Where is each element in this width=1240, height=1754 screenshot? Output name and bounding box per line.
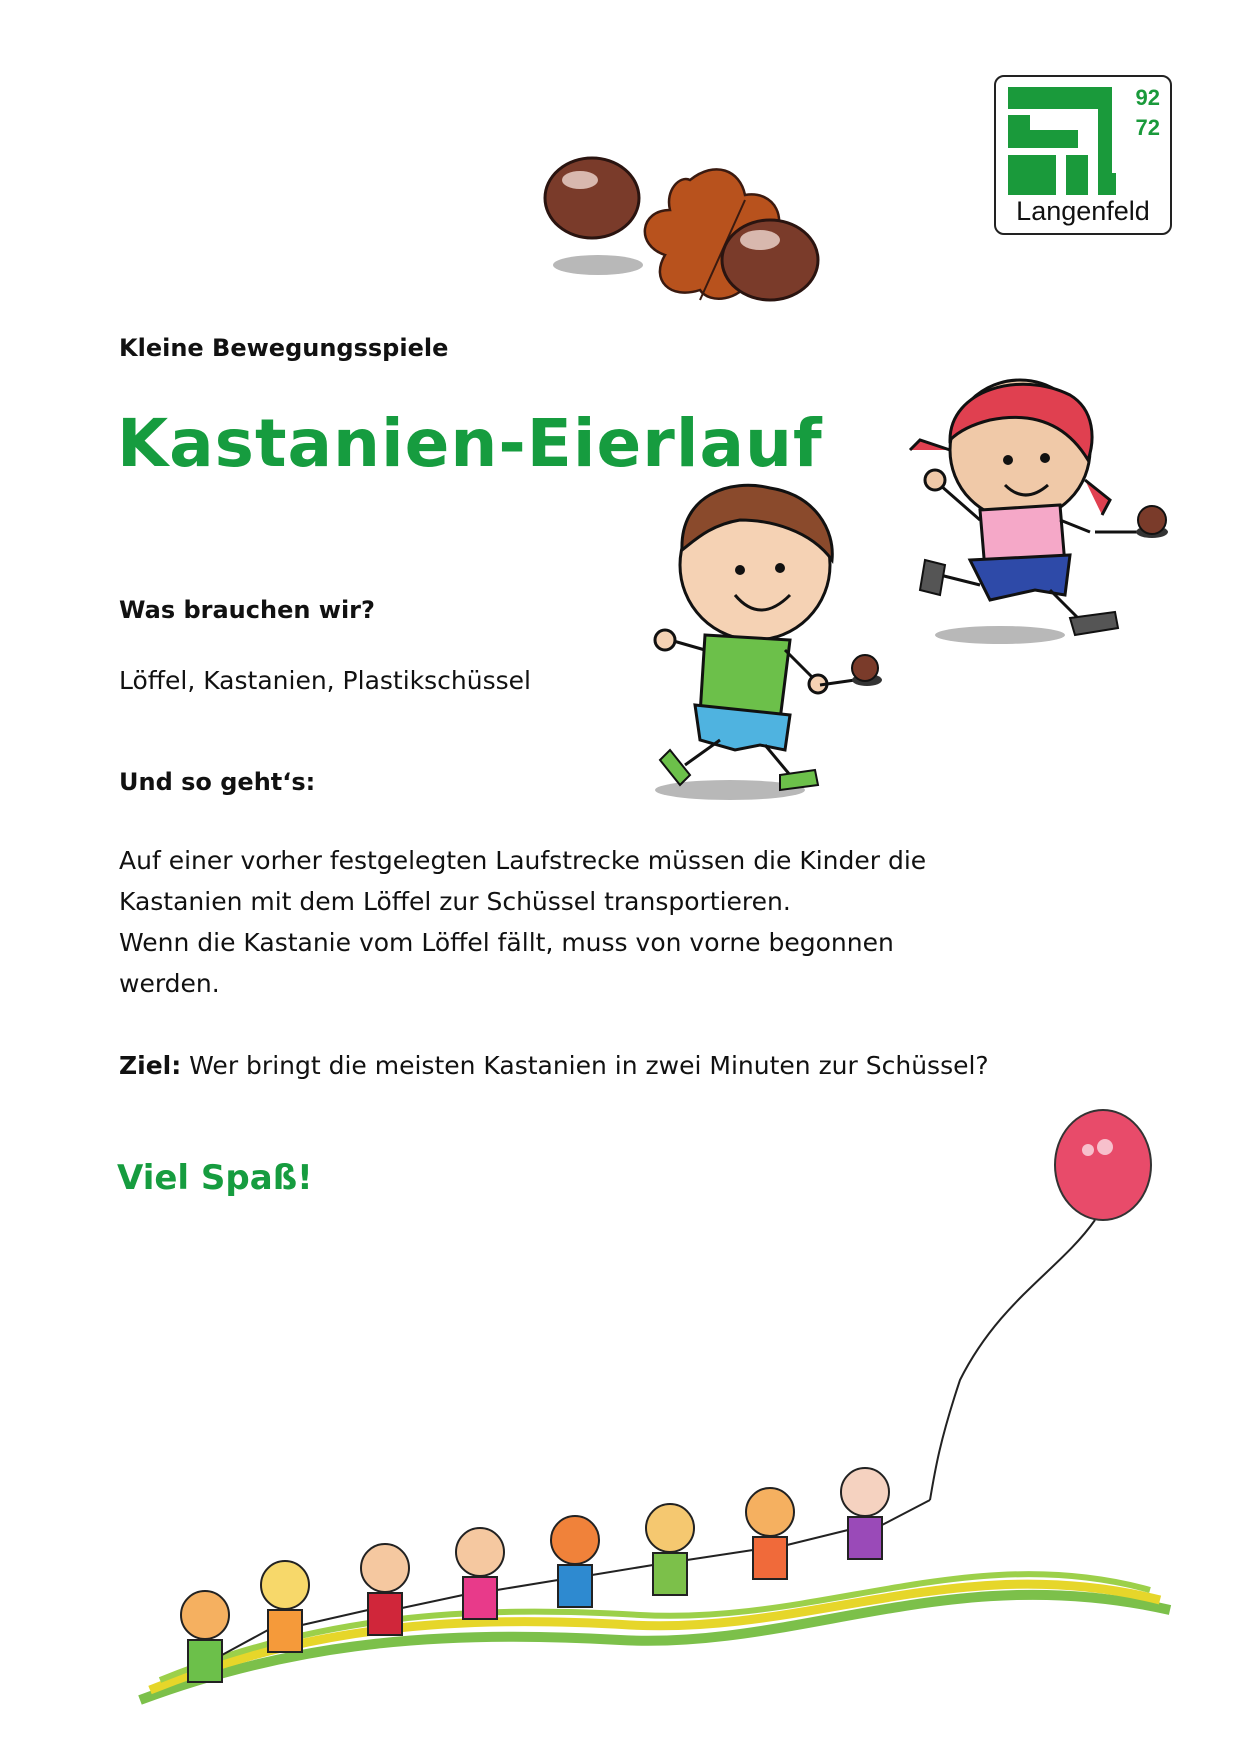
- rules-line: Wenn die Kastanie vom Löffel fällt, muss von vorne begonnen: [119, 928, 894, 957]
- goal-label: Ziel:: [119, 1051, 182, 1080]
- goal-line: [119, 1045, 989, 1086]
- rules-line: Auf einer vorher festgelegten Laufstrecke müssen die Kinder die: [119, 846, 927, 875]
- materials-text: Löffel, Kastanien, Plastikschüssel: [119, 666, 531, 695]
- shadow-icon: [553, 255, 643, 275]
- logo-name: Langenfeld: [1016, 196, 1150, 226]
- rules-line: werden.: [119, 969, 220, 998]
- closing-text: Viel Spaß!: [117, 1158, 313, 1198]
- rules-heading: Und so geht‘s:: [119, 768, 316, 796]
- rules-line: Kastanien mit dem Löffel zur Schüssel transportieren.: [119, 887, 791, 916]
- balloon-icon: [930, 1110, 1151, 1500]
- boy-running-illustration: [655, 485, 882, 800]
- running-children-illustration: [640, 400, 1200, 820]
- logo-year-bottom: 72: [1135, 115, 1160, 140]
- club-logo: [994, 75, 1172, 235]
- child-figure: [551, 1516, 599, 1607]
- child-figure: [361, 1544, 409, 1635]
- child-figure: [181, 1591, 229, 1682]
- chestnut-icon: [545, 158, 639, 238]
- category-label: Kleine Bewegungsspiele: [119, 334, 449, 362]
- children-chain-illustration: [0, 1120, 1240, 1740]
- chestnut-illustration: [540, 150, 860, 310]
- page-title: Kastanien-Eierlauf: [117, 405, 823, 482]
- goal-text: Wer bringt die meisten Kastanien in zwei Minuten zur Schüssel?: [181, 1051, 989, 1080]
- child-figure: [841, 1468, 889, 1559]
- child-figure: [746, 1488, 794, 1579]
- child-figure: [261, 1561, 309, 1652]
- logo-year-top: 92: [1135, 85, 1160, 110]
- logo-emblem: [1006, 85, 1116, 195]
- materials-heading: Was brauchen wir?: [119, 596, 375, 624]
- child-figure: [456, 1528, 504, 1619]
- rules-paragraph: [119, 840, 926, 1004]
- child-figure: [646, 1504, 694, 1595]
- girl-running-illustration: [910, 380, 1168, 644]
